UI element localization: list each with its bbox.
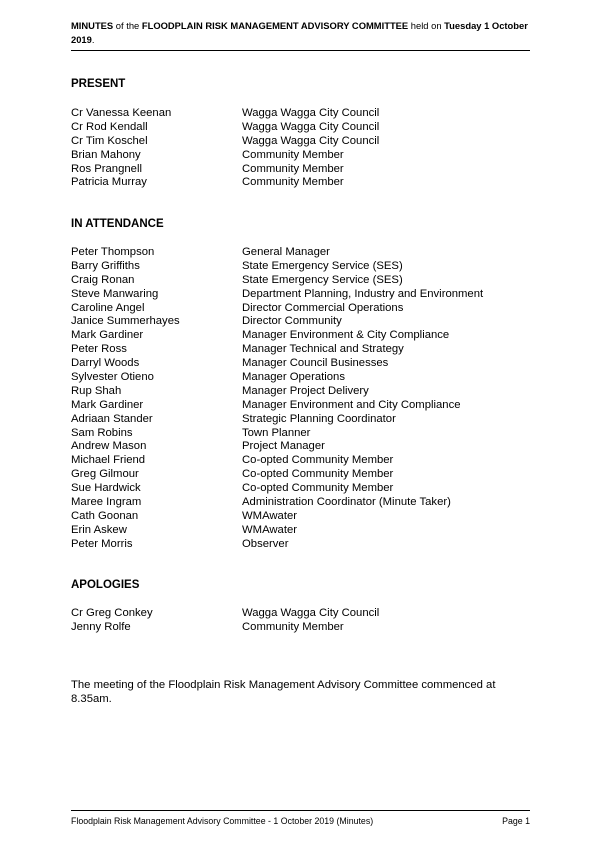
attendee-row bbox=[71, 607, 530, 621]
attendee-row bbox=[71, 343, 530, 357]
attendance-title: IN ATTENDANCE bbox=[71, 218, 164, 230]
attendee-name: Mark Gardiner bbox=[71, 398, 144, 411]
attendee-name: Brian Mahony bbox=[71, 148, 141, 161]
attendee-name: Rup Shah bbox=[71, 384, 122, 397]
header-committee: FLOODPLAIN RISK MANAGEMENT ADVISORY COMMITTEE bbox=[141, 20, 409, 31]
attendee-role: State Emergency Service (SES) bbox=[242, 259, 403, 272]
attendee-role: Community Member bbox=[242, 620, 344, 633]
footer-title: Floodplain Risk Management Advisory Committee - 1 October 2019 (Minutes) bbox=[71, 816, 374, 826]
attendee-name: Cath Goonan bbox=[71, 509, 139, 522]
attendee-row bbox=[71, 357, 530, 371]
attendee-row bbox=[71, 482, 530, 496]
attendee-name: Janice Summerhayes bbox=[71, 315, 180, 328]
attendee-name: Peter Morris bbox=[71, 537, 133, 550]
attendee-role: Town Planner bbox=[242, 426, 311, 439]
attendee-role: Wagga Wagga City Council bbox=[242, 120, 380, 133]
attendee-name: Maree Ingram bbox=[71, 496, 142, 509]
attendee-role: Administration Coordinator (Minute Taker) bbox=[242, 496, 451, 509]
attendee-role: Co-opted Community Member bbox=[242, 454, 394, 467]
attendee-row bbox=[71, 385, 530, 399]
page-header bbox=[71, 19, 530, 47]
attendee-role: Co-opted Community Member bbox=[242, 468, 394, 481]
attendee-name: Caroline Angel bbox=[71, 301, 145, 314]
attendee-role: Project Manager bbox=[242, 440, 325, 453]
attendee-row bbox=[71, 149, 530, 163]
attendee-row bbox=[71, 524, 530, 538]
attendee-role: Manager Council Businesses bbox=[242, 357, 389, 370]
attendee-name: Adriaan Stander bbox=[71, 412, 153, 425]
attendee-name: Michael Friend bbox=[71, 454, 146, 467]
header-end: . bbox=[91, 34, 95, 45]
attendee-role: State Emergency Service (SES) bbox=[242, 273, 403, 286]
attendee-name: Sam Robins bbox=[71, 426, 133, 439]
attendee-name: Craig Ronan bbox=[71, 273, 135, 286]
attendee-role: Community Member bbox=[242, 176, 344, 189]
page-number: Page 1 bbox=[502, 816, 530, 826]
attendee-name: Sue Hardwick bbox=[71, 482, 141, 495]
attendee-role: Director Community bbox=[242, 315, 342, 328]
attendee-role: WMAwater bbox=[242, 523, 298, 536]
attendee-row bbox=[71, 371, 530, 385]
attendee-name: Patricia Murray bbox=[71, 176, 147, 189]
attendee-name: Peter Ross bbox=[71, 343, 127, 356]
attendee-row bbox=[71, 621, 530, 635]
attendee-role: Manager Environment and City Compliance bbox=[242, 398, 461, 411]
attendee-name: Jenny Rolfe bbox=[71, 620, 131, 633]
header-held-text: held on bbox=[408, 20, 445, 31]
attendee-name: Andrew Mason bbox=[71, 440, 147, 453]
attendee-row bbox=[71, 496, 530, 510]
attendee-role: WMAwater bbox=[242, 509, 298, 522]
attendee-row bbox=[71, 440, 530, 454]
attendee-row bbox=[71, 246, 530, 260]
attendee-row bbox=[71, 135, 530, 149]
attendee-row bbox=[71, 510, 530, 524]
attendee-name: Cr Greg Conkey bbox=[71, 607, 153, 619]
attendee-row bbox=[71, 121, 530, 135]
attendee-row bbox=[71, 176, 530, 190]
attendee-name: Darryl Woods bbox=[71, 357, 140, 370]
attendee-role: Director Commercial Operations bbox=[242, 301, 404, 314]
closing-paragraph: The meeting of the Floodplain Risk Management Advisory Committee commenced at 8.35am. bbox=[71, 679, 496, 705]
attendee-name: Ros Prangnell bbox=[71, 162, 142, 175]
footer-divider bbox=[71, 810, 530, 811]
attendee-name: Cr Vanessa Keenan bbox=[71, 107, 172, 119]
attendee-row bbox=[71, 260, 530, 274]
attendee-row bbox=[71, 274, 530, 288]
attendee-row bbox=[71, 468, 530, 482]
attendee-role: Community Member bbox=[242, 148, 344, 161]
attendee-role: Strategic Planning Coordinator bbox=[242, 412, 396, 425]
attendee-row bbox=[71, 413, 530, 427]
apologies-list bbox=[71, 607, 530, 635]
attendee-row bbox=[71, 427, 530, 441]
present-list bbox=[71, 107, 530, 190]
header-divider bbox=[71, 50, 530, 51]
attendee-row bbox=[71, 329, 530, 343]
attendee-name: Steve Manwaring bbox=[71, 287, 159, 300]
attendee-name: Mark Gardiner bbox=[71, 329, 144, 342]
attendee-role: Community Member bbox=[242, 162, 344, 175]
attendee-role: Manager Project Delivery bbox=[242, 384, 369, 397]
attendance-list bbox=[71, 246, 530, 552]
present-title: PRESENT bbox=[71, 78, 126, 90]
attendee-role: Manager Operations bbox=[242, 371, 345, 384]
attendee-name: Erin Askew bbox=[71, 523, 127, 536]
attendee-role: Manager Technical and Strategy bbox=[242, 343, 404, 356]
attendee-row bbox=[71, 163, 530, 177]
attendee-name: Sylvester Otieno bbox=[71, 371, 154, 384]
attendee-role: General Manager bbox=[242, 246, 330, 258]
header-prefix: MINUTES bbox=[71, 20, 114, 31]
attendee-row bbox=[71, 315, 530, 329]
page-footer bbox=[71, 816, 530, 826]
attendee-row bbox=[71, 302, 530, 316]
attendee-row bbox=[71, 399, 530, 413]
attendee-row bbox=[71, 454, 530, 468]
attendee-role: Wagga Wagga City Council bbox=[242, 607, 380, 619]
attendee-name: Cr Tim Koschel bbox=[71, 134, 148, 147]
attendee-name: Barry Griffiths bbox=[71, 259, 140, 272]
attendee-role: Wagga Wagga City Council bbox=[242, 107, 380, 119]
header-of-text: of the bbox=[113, 20, 142, 31]
attendee-role: Wagga Wagga City Council bbox=[242, 134, 380, 147]
attendee-role: Department Planning, Industry and Environment bbox=[242, 287, 484, 300]
attendee-role: Co-opted Community Member bbox=[242, 482, 394, 495]
attendee-role: Manager Environment & City Compliance bbox=[242, 329, 450, 342]
attendee-name: Cr Rod Kendall bbox=[71, 120, 148, 133]
attendee-name: Greg Gilmour bbox=[71, 468, 139, 481]
apologies-title: APOLOGIES bbox=[71, 579, 140, 591]
attendee-row bbox=[71, 538, 530, 552]
attendee-row bbox=[71, 288, 530, 302]
attendee-name: Peter Thompson bbox=[71, 246, 155, 258]
header-date: Tuesday 1 October 2019 bbox=[71, 20, 528, 45]
attendee-role: Observer bbox=[242, 537, 289, 550]
attendee-row bbox=[71, 107, 530, 121]
